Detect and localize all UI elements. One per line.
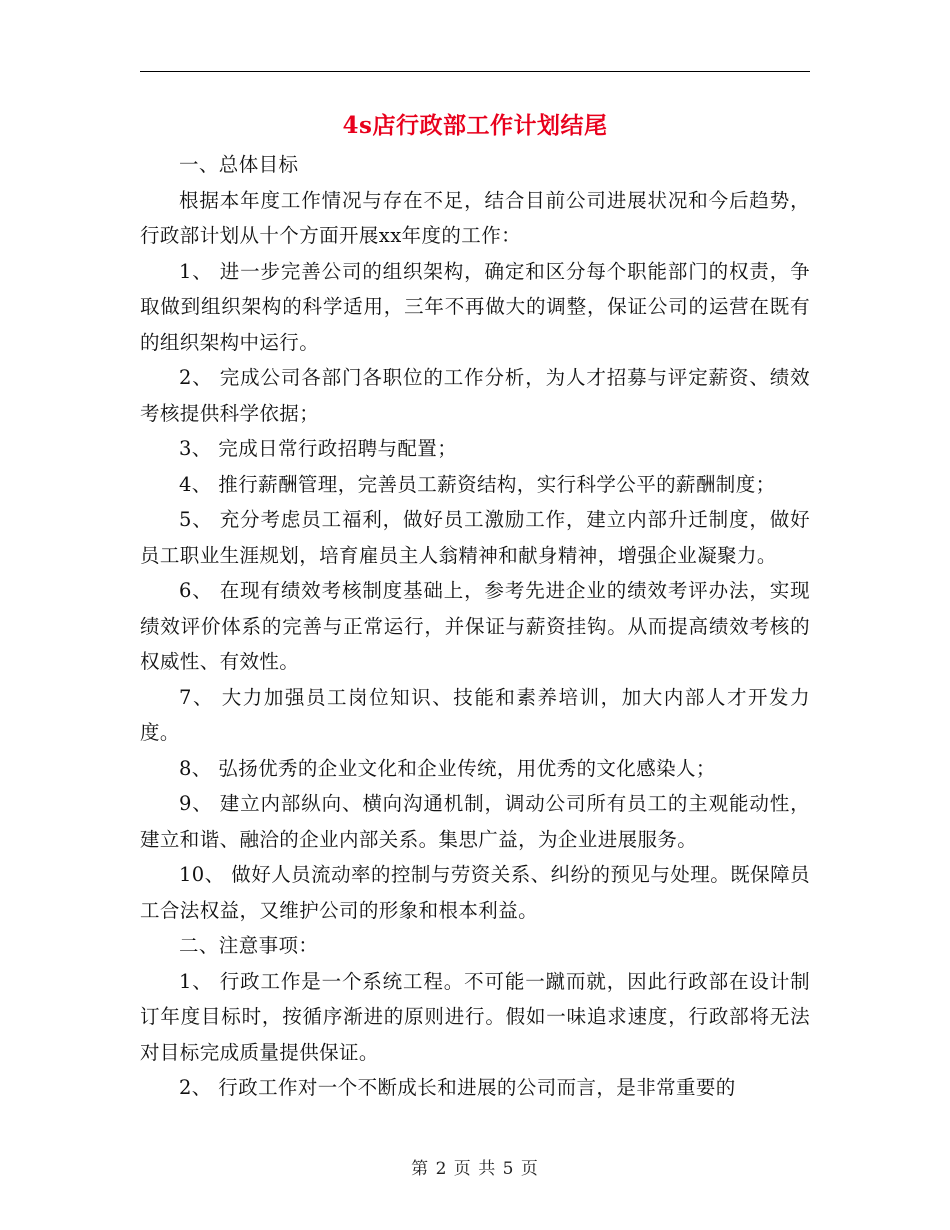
paragraph-item-7: 7、 大力加强员工岗位知识、技能和素养培训，加大内部人才开发力度。 (140, 685, 810, 744)
paragraph-intro: 根据本年度工作情况与存在不足，结合目前公司进展状况和今后趋势，行政部计划从十个方面开展xx年度的工作： (140, 188, 810, 247)
document-body (140, 147, 810, 1106)
paragraph-item-9: 9、 建立内部纵向、横向沟通机制，调动公司所有员工的主观能动性，建立和谐、融洽的企业内部关系。集思广益，为企业进展服务。 (140, 792, 810, 851)
header-rule (140, 71, 810, 72)
paragraph-item-10: 10、 做好人员流动率的控制与劳资关系、纠纷的预见与处理。既保障员工合法权益，又维护公司的形象和根本利益。 (140, 863, 810, 922)
document-title: 4s店行政部工作计划结尾 (342, 112, 608, 139)
page-footer: 第 2 页 共 5 页 (411, 1159, 539, 1179)
paragraph-item-3: 3、 完成日常行政招聘与配置； (179, 437, 458, 460)
section-heading-notes: 二、注意事项： (179, 934, 319, 957)
paragraph-note-2: 2、 行政工作对一个不断成长和进展的公司而言，是非常重要的 (179, 1076, 736, 1099)
paragraph-item-1: 1、 进一步完善公司的组织架构，确定和区分每个职能部门的权责，争取做到组织架构的科学适用，三年不再做大的调整，保证公司的运营在既有的组织架构中运行。 (140, 259, 810, 354)
paragraph-item-8: 8、 弘扬优秀的企业文化和企业传统，用优秀的文化感染人； (179, 756, 716, 780)
paragraph-item-6: 6、 在现有绩效考核制度基础上，参考先进企业的绩效考评办法，实现绩效评价体系的完善与正常运行，并保证与薪资挂钩。从而提高绩效考核的权威性、有效性。 (140, 579, 810, 673)
paragraph-item-4: 4、 推行薪酬管理，完善员工薪资结构，实行科学公平的薪酬制度； (179, 472, 776, 496)
paragraph-item-5: 5、 充分考虑员工福利，做好员工激励工作，建立内部升迁制度，做好员工职业生涯规划，培育雇员主人翁精神和献身精神，增强企业凝聚力。 (140, 508, 810, 567)
paragraph-item-2: 2、 完成公司各部门各职位的工作分析，为人才招募与评定薪资、绩效考核提供科学依据； (140, 366, 810, 425)
paragraph-note-1: 1、 行政工作是一个系统工程。不可能一蹴而就，因此行政部在设计制订年度目标时，按循序渐进的原则进行。假如一味追求速度，行政部将无法对目标完成质量提供保证。 (140, 969, 810, 1064)
section-heading-goals: 一、总体目标 (179, 153, 299, 176)
